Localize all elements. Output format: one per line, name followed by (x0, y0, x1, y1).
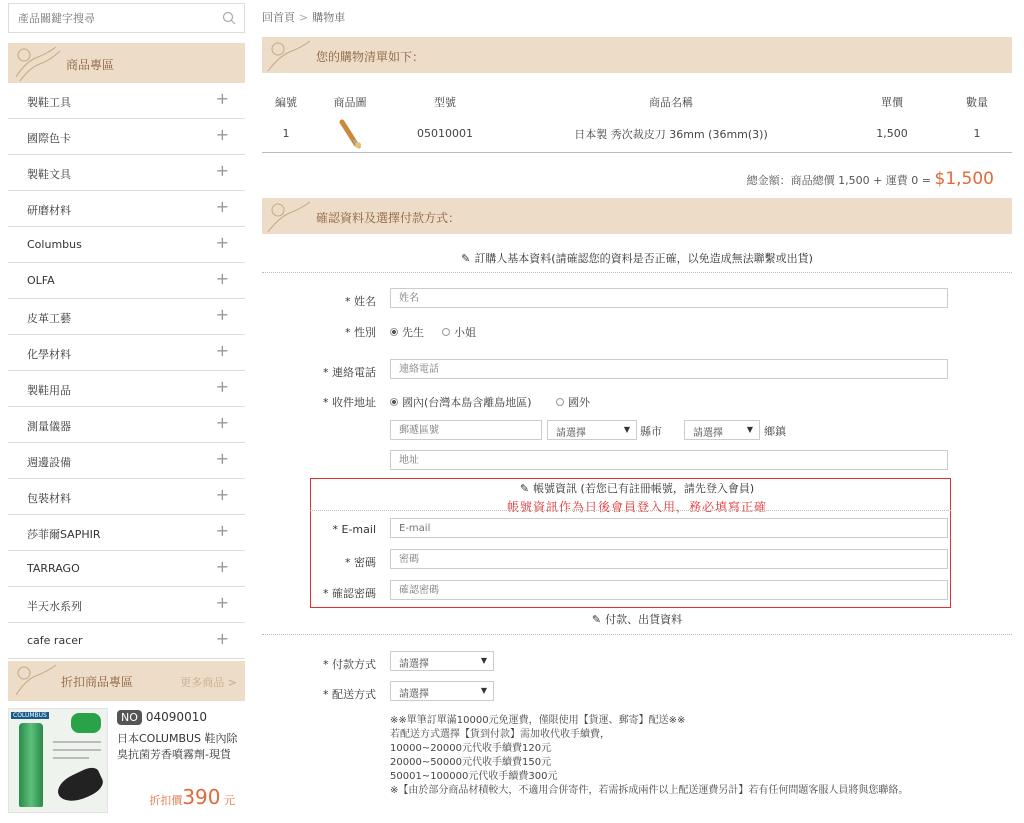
zip-input[interactable] (390, 420, 542, 440)
plus-icon[interactable]: + (215, 629, 229, 648)
cell-image[interactable] (310, 116, 390, 152)
address-foreign-radio[interactable] (556, 394, 590, 410)
address-label: * 收件地址 (323, 396, 376, 409)
plus-icon[interactable]: + (215, 413, 229, 432)
scissors-deco-icon (262, 37, 322, 77)
category-label: TARRAGO (27, 562, 80, 575)
col-model: 型號 (434, 96, 456, 109)
category-item[interactable] (8, 407, 245, 443)
search-box (8, 3, 245, 33)
plus-icon[interactable]: + (215, 161, 229, 180)
search-icon[interactable] (222, 11, 236, 25)
payment-select-value: 請選擇 (399, 659, 429, 670)
plus-icon[interactable]: + (215, 269, 229, 288)
category-item[interactable] (8, 191, 245, 227)
confirm-password-label: * 確認密碼 (323, 587, 376, 600)
product-number (117, 710, 207, 725)
search-input[interactable] (9, 4, 244, 32)
category-label: 化學材料 (27, 348, 71, 361)
account-info-title (262, 480, 1012, 496)
table-row (262, 116, 1012, 152)
buyer-info-title (262, 250, 1012, 266)
phone-input[interactable] (390, 359, 948, 379)
cart-total (747, 169, 994, 189)
account-info-text: 帳號資訊 (若您已有註冊帳號，請先登入會員) (533, 482, 755, 495)
scissors-deco-icon (8, 661, 68, 701)
county-select-value: 請選擇 (556, 428, 586, 439)
category-item[interactable] (8, 371, 245, 407)
category-item[interactable] (8, 551, 245, 587)
payment-method-label: * 付款方式 (323, 658, 376, 671)
shipping-method-select[interactable] (390, 681, 494, 701)
breadcrumb-current: 購物車 (312, 11, 346, 24)
shipping-notes (390, 714, 950, 798)
password-label: * 密碼 (345, 556, 376, 569)
col-qty: 數量 (966, 96, 988, 109)
dropdown-arrow-icon: ▼ (623, 425, 630, 434)
category-label: 半天水系列 (27, 600, 82, 613)
payment-info-title (262, 611, 1012, 627)
category-item[interactable] (8, 155, 245, 191)
pencil-icon: ✎ (461, 252, 471, 265)
divider (262, 272, 1012, 273)
plus-icon[interactable]: + (215, 521, 229, 540)
category-label: 製鞋用品 (27, 384, 71, 397)
discount-title: 折扣商品專區 (61, 675, 134, 689)
price-label: 折扣價 (149, 794, 183, 807)
category-label: OLFA (27, 274, 55, 287)
cell-qty: 1 (973, 127, 981, 141)
category-item[interactable] (8, 227, 245, 263)
col-no: 編號 (275, 96, 297, 109)
cell-name[interactable]: 日本製 秀次裁皮刀 36mm (36mm(3)) (574, 127, 768, 141)
gender-label: * 性別 (345, 326, 376, 339)
pencil-icon: ✎ (591, 613, 602, 626)
cart-table (262, 88, 1012, 153)
category-label: 包裝材料 (27, 492, 71, 505)
shipping-method-label: * 配送方式 (323, 688, 376, 701)
payment-method-select[interactable] (390, 651, 494, 671)
scissors-deco-icon (8, 43, 68, 83)
plus-icon[interactable]: + (215, 305, 229, 324)
category-label: 皮革工藝 (27, 312, 71, 325)
category-label: 製鞋文具 (27, 168, 71, 181)
account-notice: 帳號資訊作為日後會員登入用，務必填寫正確 (506, 500, 767, 514)
price-unit: 元 (224, 794, 235, 807)
name-label: * 姓名 (345, 295, 376, 308)
plus-icon[interactable]: + (215, 233, 229, 252)
category-item[interactable] (8, 119, 245, 155)
more-products-link[interactable]: 更多商品 > (180, 676, 237, 689)
category-title: 商品專區 (66, 58, 115, 72)
plus-icon[interactable]: + (215, 341, 229, 360)
pencil-icon: ✎ (519, 482, 530, 495)
note-line: ※【由於部分商品材積較大，不適用合併寄件，若需拆成兩件以上配送運費另計】若有任何問題客服人員將與您聯絡。 (390, 785, 909, 796)
divider (310, 510, 951, 511)
cart-header (262, 37, 1012, 73)
buyer-info-text: 訂購人基本資料(請確認您的資料是否正確，以免造成無法聯繫或出貨) (474, 252, 813, 265)
product-name[interactable]: 日本COLUMBUS 鞋內除臭抗菌芳香噴霧劑-現貨 (117, 732, 238, 761)
category-label: Columbus (27, 238, 82, 251)
checkout-header (262, 198, 1012, 234)
note-line: ※※單筆訂單滿10000元免運費，僅限使用【貨運、郵寄】配送※※ (390, 715, 686, 726)
product-no: 04090010 (145, 710, 207, 724)
phone-label: * 連絡電話 (323, 366, 376, 379)
category-label: 製鞋工具 (27, 96, 71, 109)
address-domestic-radio[interactable] (390, 394, 532, 410)
address-foreign-label: 國外 (568, 396, 590, 409)
discount-header (8, 661, 245, 701)
breadcrumb (262, 9, 345, 25)
plus-icon[interactable]: + (215, 89, 229, 108)
plus-icon[interactable]: + (215, 377, 229, 396)
category-item[interactable] (8, 335, 245, 371)
cell-model: 05010001 (417, 127, 473, 141)
town-suffix: 鄉鎮 (764, 425, 786, 438)
town-select[interactable] (684, 420, 760, 440)
category-item[interactable] (8, 443, 245, 479)
col-name: 商品名稱 (649, 96, 693, 109)
category-header (8, 43, 245, 83)
dropdown-arrow-icon: ▼ (480, 656, 487, 665)
dropdown-arrow-icon: ▼ (480, 686, 487, 695)
breadcrumb-home[interactable]: 回首頁 (262, 11, 295, 24)
total-amount: $1,500 (934, 169, 994, 189)
col-image: 商品圖 (333, 96, 367, 109)
category-item[interactable] (8, 515, 245, 551)
category-item[interactable] (8, 263, 245, 299)
category-label: 國際色卡 (27, 132, 71, 145)
gender-male-label: 先生 (402, 326, 424, 339)
address-input[interactable] (390, 450, 948, 470)
cart-title: 您的購物清單如下： (316, 50, 425, 64)
gender-female-label: 小姐 (454, 326, 476, 339)
scissors-deco-icon (262, 198, 322, 238)
total-text: 總金額：商品總價 1,500 + 運費 0 = (746, 174, 932, 187)
product-image-brand: COLUMBUS (13, 712, 47, 719)
plus-icon[interactable]: + (215, 197, 229, 216)
category-list (8, 83, 245, 659)
email-label: * E-mail (332, 523, 376, 536)
county-suffix: 縣市 (640, 425, 662, 438)
note-line: 20000~50000元代收手續費150元 (390, 757, 552, 768)
plus-icon[interactable]: + (215, 125, 229, 144)
category-item[interactable] (8, 83, 245, 119)
category-item[interactable] (8, 587, 245, 623)
dropdown-arrow-icon: ▼ (746, 425, 753, 434)
cell-no: 1 (282, 127, 290, 141)
gender-female-radio[interactable] (442, 324, 476, 340)
name-input[interactable] (390, 288, 948, 308)
payment-info-text: 付款、出貨資料 (605, 613, 683, 626)
plus-icon[interactable]: + (215, 557, 229, 576)
password-input[interactable] (390, 549, 948, 569)
category-item[interactable] (8, 623, 245, 659)
product-image[interactable] (8, 708, 108, 813)
cart-table-header (262, 88, 1012, 116)
county-select[interactable] (547, 420, 637, 440)
cell-price: 1,500 (876, 127, 908, 141)
checkout-title: 確認資料及選擇付款方式： (316, 211, 461, 225)
breadcrumb-separator: > (299, 11, 309, 24)
category-item[interactable] (8, 299, 245, 335)
product-price (149, 785, 235, 809)
shipping-select-value: 請選擇 (399, 689, 429, 700)
category-item[interactable] (8, 479, 245, 515)
knife-thumbnail-icon[interactable] (336, 118, 364, 150)
category-label: 研磨材料 (27, 204, 71, 217)
note-line: 10000~20000元代收手續費120元 (390, 743, 552, 754)
category-label: 測量儀器 (27, 420, 71, 433)
discount-product[interactable] (8, 701, 245, 821)
town-select-value: 請選擇 (693, 428, 723, 439)
email-input[interactable] (390, 518, 948, 538)
main-content (262, 0, 1012, 823)
category-label: 莎菲爾SAPHIR (27, 528, 101, 541)
note-line: 50001~100000元代收手續費300元 (390, 771, 558, 782)
confirm-password-input[interactable] (390, 580, 948, 600)
note-line: 若配送方式選擇【貨到付款】需加收代收手續費， (390, 729, 610, 740)
plus-icon[interactable]: + (215, 593, 229, 612)
category-label: cafe racer (27, 634, 83, 647)
col-price: 單價 (881, 96, 903, 109)
address-domestic-label: 國內(台灣本島含離島地區) (402, 396, 532, 409)
gender-male-radio[interactable] (390, 324, 424, 340)
sidebar (8, 0, 245, 823)
price-value: 390 (182, 785, 221, 809)
plus-icon[interactable]: + (215, 449, 229, 468)
plus-icon[interactable]: + (215, 485, 229, 504)
divider (262, 634, 1012, 635)
no-tag: NO (117, 710, 142, 725)
category-label: 週邊設備 (27, 456, 71, 469)
